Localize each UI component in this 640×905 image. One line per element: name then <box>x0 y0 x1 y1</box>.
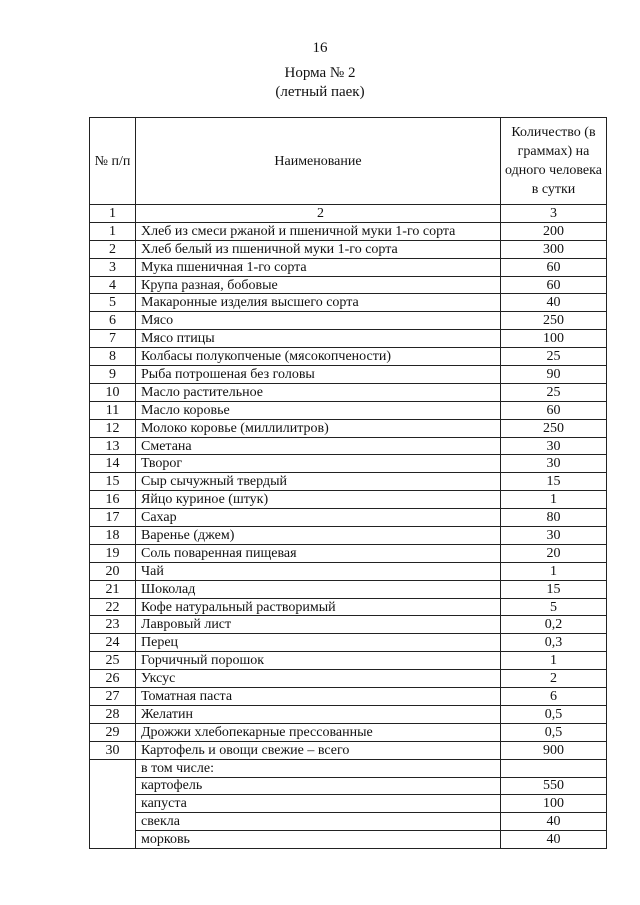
document-title <box>0 64 640 102</box>
header-name: Наименование <box>136 118 501 205</box>
row-num-cell: 5 <box>90 294 136 312</box>
row-name-cell: Сахар <box>136 509 501 527</box>
row-name-cell: Варенье (джем) <box>136 527 501 545</box>
table-row <box>90 741 607 759</box>
row-num-cell: 1 <box>90 222 136 240</box>
row-name-cell: Сметана <box>136 437 501 455</box>
subrow-qty-cell: 40 <box>501 831 607 849</box>
page-number: 16 <box>312 40 328 56</box>
table-row <box>90 312 607 330</box>
row-name-cell: Лавровый лист <box>136 616 501 634</box>
subrow-num-cell <box>90 795 136 813</box>
row-name-cell: Перец <box>136 634 501 652</box>
row-num-cell: 12 <box>90 419 136 437</box>
subrow-num-cell <box>90 831 136 849</box>
table-row <box>90 258 607 276</box>
row-name-cell: Желатин <box>136 705 501 723</box>
row-num-cell: 13 <box>90 437 136 455</box>
subrow-num-cell <box>90 777 136 795</box>
subrow-name-cell: в том числе: <box>136 759 501 777</box>
row-qty-cell: 6 <box>501 688 607 706</box>
row-num-cell: 9 <box>90 366 136 384</box>
row-num-cell: 28 <box>90 705 136 723</box>
row-qty-cell: 0,2 <box>501 616 607 634</box>
index-cell: 3 <box>501 205 607 223</box>
row-name-cell: Мясо <box>136 312 501 330</box>
row-qty-cell: 15 <box>501 580 607 598</box>
row-qty-cell: 5 <box>501 598 607 616</box>
row-num-cell: 16 <box>90 491 136 509</box>
table-row <box>90 616 607 634</box>
table-row <box>90 240 607 258</box>
row-num-cell: 10 <box>90 383 136 401</box>
row-qty-cell: 25 <box>501 348 607 366</box>
table-row <box>90 366 607 384</box>
table-row <box>90 705 607 723</box>
table-row <box>90 544 607 562</box>
table-subrow <box>90 813 607 831</box>
row-num-cell: 21 <box>90 580 136 598</box>
row-name-cell: Рыба потрошеная без головы <box>136 366 501 384</box>
subrow-num-cell <box>90 759 136 777</box>
row-qty-cell: 0,3 <box>501 634 607 652</box>
table-subrow <box>90 795 607 813</box>
row-num-cell: 26 <box>90 670 136 688</box>
row-num-cell: 11 <box>90 401 136 419</box>
row-num-cell: 17 <box>90 509 136 527</box>
row-qty-cell: 60 <box>501 258 607 276</box>
row-qty-cell: 90 <box>501 366 607 384</box>
row-name-cell: Творог <box>136 455 501 473</box>
ration-table <box>89 117 607 849</box>
row-num-cell: 18 <box>90 527 136 545</box>
row-name-cell: Сыр сычужный твердый <box>136 473 501 491</box>
row-qty-cell: 80 <box>501 509 607 527</box>
table-row <box>90 723 607 741</box>
row-name-cell: Шоколад <box>136 580 501 598</box>
row-name-cell: Колбасы полукопченые (мясокопчености) <box>136 348 501 366</box>
table-row <box>90 652 607 670</box>
table-row <box>90 383 607 401</box>
subrow-name-cell: капуста <box>136 795 501 813</box>
subrow-num-cell <box>90 813 136 831</box>
table-row <box>90 509 607 527</box>
row-qty-cell: 1 <box>501 562 607 580</box>
row-name-cell: Хлеб из смеси ржаной и пшеничной муки 1-го сорта <box>136 222 501 240</box>
row-name-cell: Кофе натуральный растворимый <box>136 598 501 616</box>
row-name-cell: Томатная паста <box>136 688 501 706</box>
row-name-cell: Яйцо куриное (штук) <box>136 491 501 509</box>
row-name-cell: Макаронные изделия высшего сорта <box>136 294 501 312</box>
table-row <box>90 437 607 455</box>
row-qty-cell: 2 <box>501 670 607 688</box>
table-subrow <box>90 759 607 777</box>
row-name-cell: Масло растительное <box>136 383 501 401</box>
row-qty-cell: 25 <box>501 383 607 401</box>
row-num-cell: 4 <box>90 276 136 294</box>
row-qty-cell: 250 <box>501 312 607 330</box>
row-num-cell: 2 <box>90 240 136 258</box>
row-num-cell: 7 <box>90 330 136 348</box>
row-qty-cell: 0,5 <box>501 723 607 741</box>
row-qty-cell: 20 <box>501 544 607 562</box>
subrow-qty-cell: 40 <box>501 813 607 831</box>
row-name-cell: Хлеб белый из пшеничной муки 1-го сорта <box>136 240 501 258</box>
subrow-name-cell: свекла <box>136 813 501 831</box>
row-qty-cell: 0,5 <box>501 705 607 723</box>
row-name-cell: Масло коровье <box>136 401 501 419</box>
subrow-qty-cell <box>501 759 607 777</box>
table-header-row <box>90 118 607 205</box>
row-qty-cell: 30 <box>501 527 607 545</box>
table-subrow <box>90 777 607 795</box>
row-qty-cell: 60 <box>501 276 607 294</box>
subrow-qty-cell: 550 <box>501 777 607 795</box>
table-body <box>90 205 607 849</box>
row-name-cell: Соль поваренная пищевая <box>136 544 501 562</box>
row-name-cell: Уксус <box>136 670 501 688</box>
table-row <box>90 348 607 366</box>
row-qty-cell: 30 <box>501 455 607 473</box>
table-row <box>90 473 607 491</box>
table-subrow <box>90 831 607 849</box>
row-name-cell: Молоко коровье (миллилитров) <box>136 419 501 437</box>
row-num-cell: 14 <box>90 455 136 473</box>
row-qty-cell: 200 <box>501 222 607 240</box>
column-index-row <box>90 205 607 223</box>
row-name-cell: Картофель и овощи свежие – всего <box>136 741 501 759</box>
row-name-cell: Мясо птицы <box>136 330 501 348</box>
row-qty-cell: 30 <box>501 437 607 455</box>
header-num: № п/п <box>90 118 136 205</box>
row-num-cell: 29 <box>90 723 136 741</box>
subrow-name-cell: картофель <box>136 777 501 795</box>
row-qty-cell: 40 <box>501 294 607 312</box>
table-row <box>90 670 607 688</box>
table-row <box>90 455 607 473</box>
row-qty-cell: 60 <box>501 401 607 419</box>
row-name-cell: Дрожжи хлебопекарные прессованные <box>136 723 501 741</box>
table-row <box>90 598 607 616</box>
row-num-cell: 25 <box>90 652 136 670</box>
table-row <box>90 222 607 240</box>
row-num-cell: 19 <box>90 544 136 562</box>
table-row <box>90 330 607 348</box>
title-line-1: Норма № 2 <box>284 65 356 81</box>
row-qty-cell: 15 <box>501 473 607 491</box>
table-row <box>90 634 607 652</box>
index-cell: 2 <box>136 205 501 223</box>
row-num-cell: 22 <box>90 598 136 616</box>
row-name-cell: Горчичный порошок <box>136 652 501 670</box>
subrow-qty-cell: 100 <box>501 795 607 813</box>
row-num-cell: 3 <box>90 258 136 276</box>
row-name-cell: Крупа разная, бобовые <box>136 276 501 294</box>
table-row <box>90 401 607 419</box>
row-num-cell: 27 <box>90 688 136 706</box>
index-cell: 1 <box>90 205 136 223</box>
title-line-2: (летный паек) <box>275 84 365 100</box>
row-num-cell: 6 <box>90 312 136 330</box>
row-num-cell: 30 <box>90 741 136 759</box>
table-row <box>90 562 607 580</box>
row-num-cell: 15 <box>90 473 136 491</box>
table-row <box>90 688 607 706</box>
row-num-cell: 23 <box>90 616 136 634</box>
row-qty-cell: 300 <box>501 240 607 258</box>
table-row <box>90 294 607 312</box>
table-row <box>90 491 607 509</box>
table-row <box>90 276 607 294</box>
table-row <box>90 419 607 437</box>
row-qty-cell: 900 <box>501 741 607 759</box>
row-qty-cell: 1 <box>501 652 607 670</box>
row-qty-cell: 250 <box>501 419 607 437</box>
header-qty: Количество (в граммах) на одного человека в сутки <box>501 118 607 205</box>
row-name-cell: Мука пшеничная 1-го сорта <box>136 258 501 276</box>
row-qty-cell: 100 <box>501 330 607 348</box>
row-num-cell: 24 <box>90 634 136 652</box>
row-qty-cell: 1 <box>501 491 607 509</box>
row-name-cell: Чай <box>136 562 501 580</box>
table-row <box>90 527 607 545</box>
subrow-name-cell: морковь <box>136 831 501 849</box>
row-num-cell: 8 <box>90 348 136 366</box>
row-num-cell: 20 <box>90 562 136 580</box>
table-row <box>90 580 607 598</box>
